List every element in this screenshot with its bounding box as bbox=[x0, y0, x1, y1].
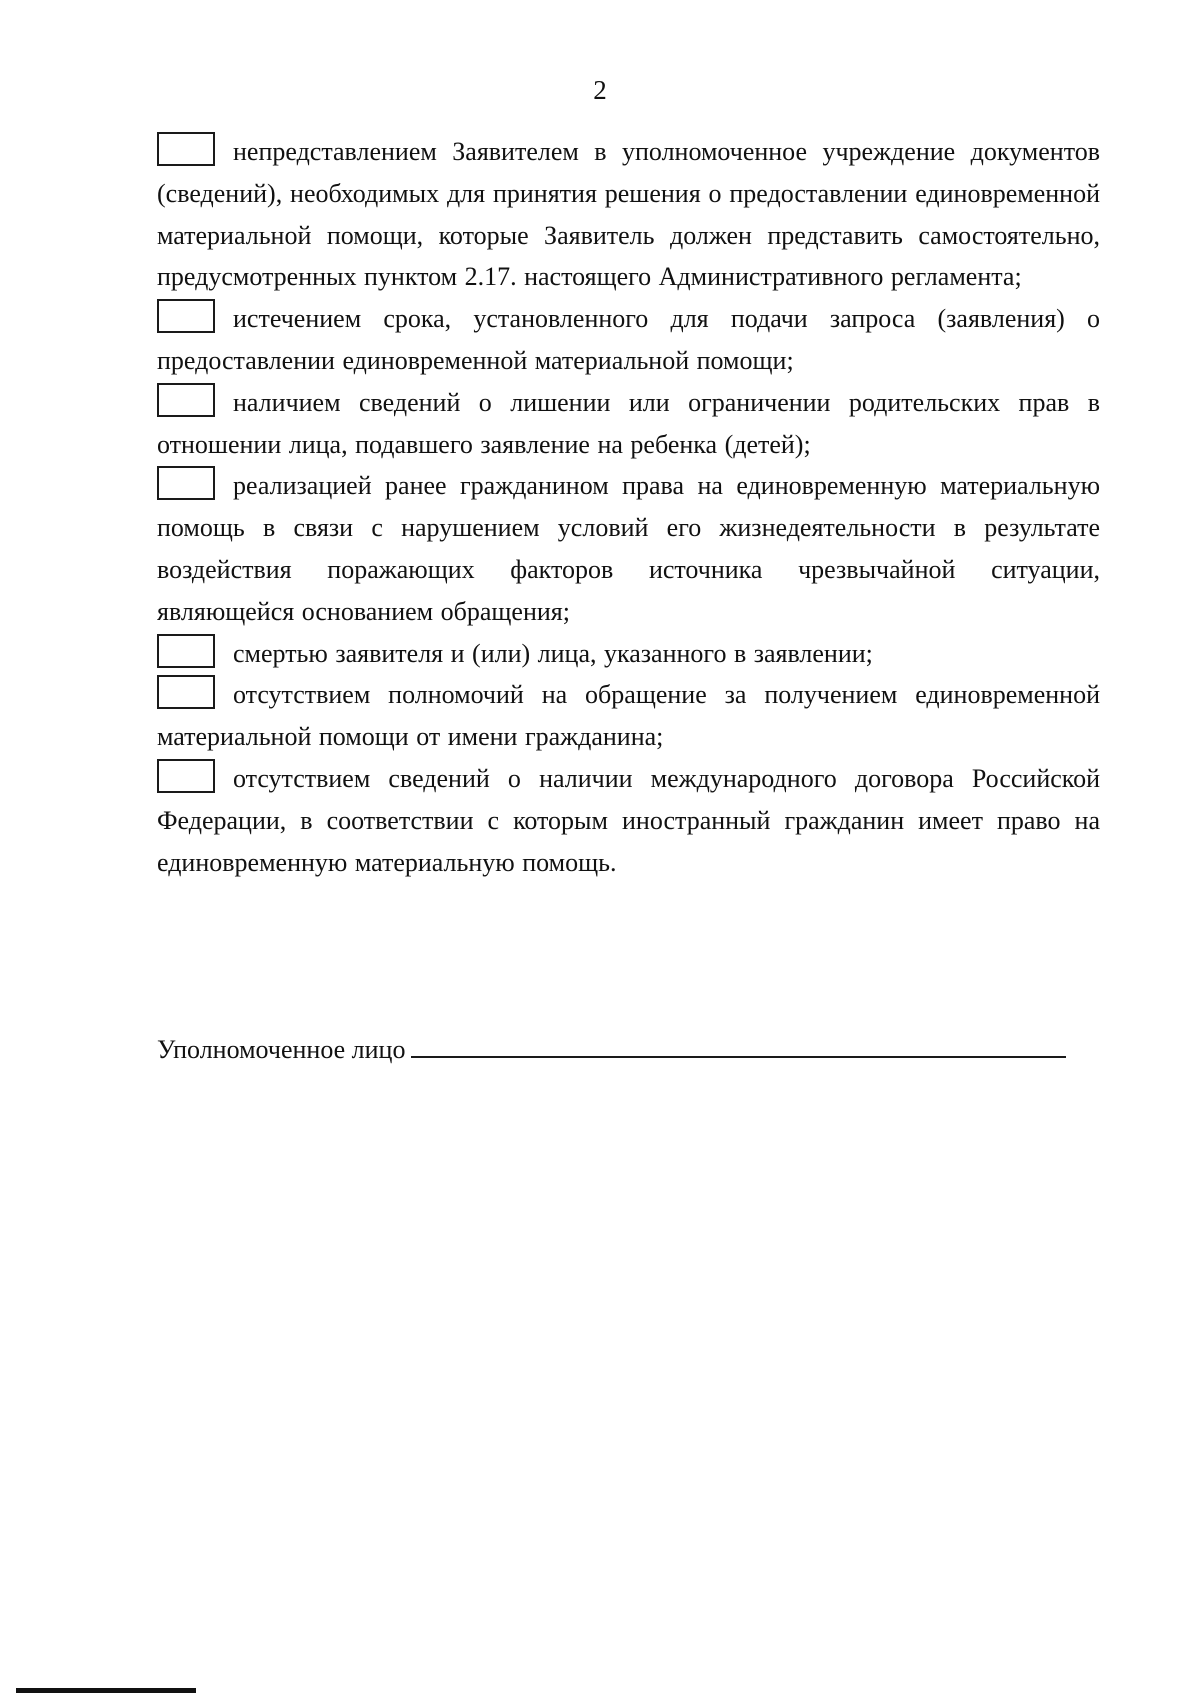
reasons-list bbox=[157, 131, 1100, 883]
item-text: истечением срока, установленного для подачи запроса (заявления) о предоставлении единовременной материальной помощи; bbox=[157, 304, 1100, 375]
page-number: 2 bbox=[593, 75, 607, 105]
item-text: отсутствием сведений о наличии международного договора Российской Федерации, в соответствии с которым иностранный гражданин имеет право на единовременную материальную помощь. bbox=[157, 763, 1100, 877]
list-item bbox=[157, 382, 1100, 466]
checkbox[interactable] bbox=[157, 466, 215, 500]
checkbox[interactable] bbox=[157, 759, 215, 793]
item-text: смертью заявителя и (или) лица, указанного в заявлении; bbox=[233, 638, 873, 668]
item-text: наличием сведений о лишении или ограничении родительских прав в отношении лица, подавшего заявление на ребенка (детей); bbox=[157, 387, 1100, 459]
item-text: реализацией ранее гражданином права на единовременную материальную помощь в связи с нарушением условий его жизнедеятельности в результате воздействия поражающих факторов источника чрезвычайной ситуации, являющейся основанием обращения; bbox=[157, 471, 1100, 626]
signature-block bbox=[157, 1030, 1097, 1070]
list-item bbox=[157, 758, 1100, 883]
checkbox[interactable] bbox=[157, 132, 215, 166]
signature-line[interactable] bbox=[411, 1030, 1066, 1058]
checkbox[interactable] bbox=[157, 383, 215, 417]
list-item bbox=[157, 465, 1100, 632]
list-item bbox=[157, 674, 1100, 758]
checkbox[interactable] bbox=[157, 299, 215, 333]
list-item bbox=[157, 633, 1100, 675]
checkbox[interactable] bbox=[157, 634, 215, 668]
item-text: отсутствием полномочий на обращение за получением единовременной материальной помощи от имени гражданина; bbox=[157, 680, 1100, 752]
footer-mark bbox=[16, 1688, 196, 1693]
list-item bbox=[157, 131, 1100, 298]
checkbox[interactable] bbox=[157, 675, 215, 709]
signature-label: Уполномоченное лицо bbox=[157, 1035, 406, 1064]
item-text: непредставлением Заявителем в уполномоченное учреждение документов (сведений), необходимых для принятия решения о предоставлении единовременной материальной помощи, которые Заявитель должен представить самостоятельно, предусмотренных пунктом 2.17. настоящего Административного регламента; bbox=[157, 137, 1100, 292]
list-item bbox=[157, 298, 1100, 382]
